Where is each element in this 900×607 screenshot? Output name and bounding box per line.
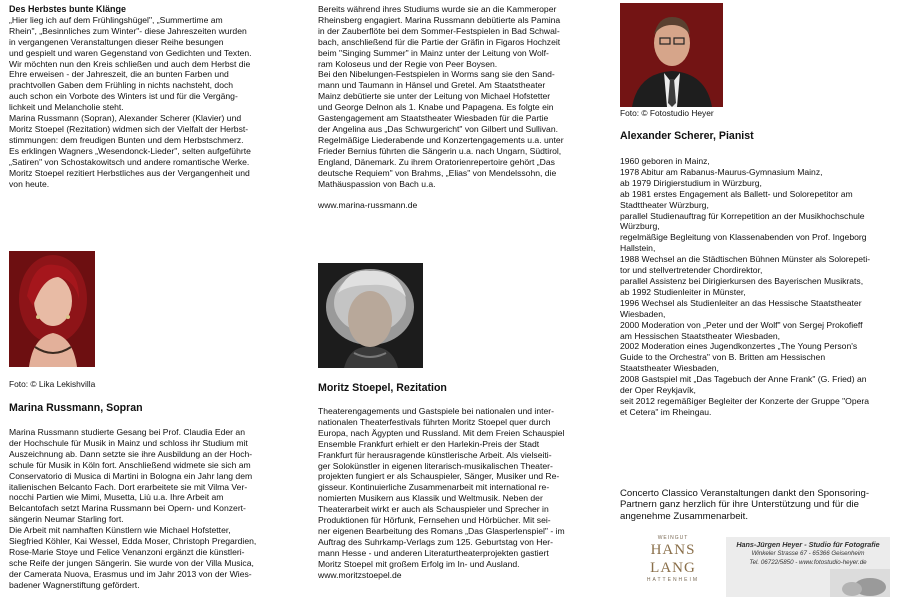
text-line: mann Hesse - und anderen Literaturtheaterprojekten gastiert [318, 547, 549, 558]
portrait-image [9, 251, 95, 367]
column-1 [9, 4, 284, 189]
text-line: 1988 Wechsel an die Städtischen Bühnen Münster als Solorepeti- [620, 254, 871, 265]
text-line: projekten fungiert er als Schauspieler, Sänger, Musiker und Re- [318, 471, 560, 482]
text-line: Europa, nach Ägypten und Russland. Mit dem Freien Schauspiel [318, 427, 565, 438]
photo-moritz-stoepel [318, 263, 423, 368]
text-line: sängerin Neumar Starling fort. [9, 514, 124, 525]
text-line: in der Zauberflöte bei dem Sommer-Festspielen in Bad Schwal- [318, 25, 560, 36]
text-line: Guide to the Orchestra" von B. Britten am Hessischen [620, 352, 826, 363]
text-line: Regelmäßige Liederabende und Konzertengagements u.a. unter [318, 134, 564, 145]
text-line: Rose-Marie Stoye und Felice Venanzoni ergänzt die künstleri- [9, 546, 245, 557]
text-line: Rhein", „Besinnliches zum Winter"- diese Jahreszeiten wurden [9, 25, 247, 36]
artist-name: Alexander Scherer, Pianist [620, 130, 754, 142]
text-line: tor und stellvertretender Chordirektor, [620, 265, 763, 276]
column-2 [318, 4, 598, 211]
logo-top-text: WEINGUT [657, 535, 689, 541]
text-line: in vergangenen Veranstaltungen dieser Reihe besungen [9, 36, 224, 47]
website-link-russmann[interactable]: www.marina-russmann.de [318, 200, 418, 211]
text-line: der Camerata Nuova, Erasmus und im Jahr 2013 von der Wies- [9, 568, 252, 579]
text-line: regelmäßige Begleitung von Klassenabenden von Prof. Ingeborg [620, 232, 867, 243]
text-line: Ehre erweisen - der Jahreszeit, die an bunten Farben und [9, 69, 229, 80]
text-line: 1978 Abitur am Rabanus-Maurus-Gymnasium Mainz, [620, 166, 823, 177]
logo-weingut-hans-lang [630, 535, 716, 583]
photo-marina-russmann [9, 251, 95, 367]
text-line: ab 1992 Studienleiter in Münster, [620, 286, 746, 297]
studio-contact: Tel. 06722/5850 - www.fotostudio-heyer.de [749, 559, 867, 566]
text-line: Mainz debütierte sie unter der Leitung von Michael Hofstetter [318, 91, 551, 102]
text-line: parallel Assistenz bei Dirigierkursen des Bayerischen Musikrats, [620, 275, 864, 286]
text-line: der Oper Reykjavík, [620, 385, 696, 396]
text-line: am Hessischen Staatstheater Wiesbaden, [620, 330, 781, 341]
text-line: Bei den Nibelungen-Festspielen in Worms sang sie den Sand- [318, 69, 555, 80]
text-line: stimmungen: dem freudigen Bunten und dem Herbstschmerz. [9, 134, 244, 145]
text-line: ram Koloseus und der Regie von Peer Boysen. [318, 58, 498, 69]
studio-photo-icon [830, 569, 890, 597]
photo-caption-scherer: Foto: © Fotostudio Heyer [620, 108, 714, 118]
text-line: Auftrag des Suhrkamp-Verlags zum 125. Geburtstag von Her- [318, 536, 554, 547]
text-line: Die Arbeit mit namhaften Künstlern wie Michael Hofstetter, [9, 525, 231, 536]
text-line: ger Solokünstler in eigenen literarisch-musikalischen Theater- [318, 460, 553, 471]
text-line: mann und Taumann in Hänsel und Gretel. Am Staatstheater [318, 80, 546, 91]
text-line: prachtvollen Gaben dem Frühling in nichts nachsteht, doch [9, 80, 234, 91]
website-link-stoepel[interactable]: www.moritzstoepel.de [318, 569, 402, 580]
text-line: parallel Studienauftrag für Korrepetition an der Musikhochschule [620, 210, 865, 221]
section-heading: Des Herbstes bunte Klänge [9, 4, 127, 14]
text-line: Belcantofach setzt Marina Russmann bei Opern- und Konzert- [9, 503, 246, 514]
text-line: auch schon ein Vorbote des Winters ist und für die Vergäng- [9, 91, 238, 102]
text-line: ab 1981 erstes Engagement als Ballett- und Solorepetitor am [620, 188, 853, 199]
text-line: 1996 Wechsel als Studienleiter an das Hessische Staatstheater [620, 297, 862, 308]
stoepel-section [318, 382, 598, 581]
text-line: Moritz Stoepel (Rezitation) widmen sich der Vielfalt der Herbst- [9, 123, 249, 134]
text-line: nomierten Musikern aus Klassik und Weltmusik. Neben der [318, 493, 543, 504]
text-line: gisseur. Kontinuierliche Zusammenarbeit mit international re- [318, 482, 550, 493]
text-line: Concerto Classico Veranstaltungen dankt den Sponsoring- [620, 488, 870, 499]
text-line: Staatstheater Wiesbaden, [620, 363, 719, 374]
text-line: schule für Musik in Köln fort. Anschließend widmete sie sich am [9, 459, 251, 470]
text-line: Conservatorio di Musica di Martini in Bologna ein Jahr lang dem [9, 470, 253, 481]
intro-text [9, 15, 284, 190]
russmann-section [9, 402, 284, 591]
text-line: Marina Russmann studierte Gesang bei Prof. Claudia Eder an [9, 427, 245, 437]
text-line: Wiesbaden, [620, 308, 666, 319]
text-line: 2008 Gastspiel mit „Das Tagebuch der Anne Frank" (G. Fried) an [620, 374, 867, 385]
text-line: und George Delnon als 1. Knabe und Papagena. Es folgte ein [318, 102, 554, 113]
text-line: Theaterarbeit wirkt er auch als Schauspieler und Sprecher in [318, 504, 549, 515]
text-line: ner eigenen Bearbeitung des Romans „Das Glasperlenspiel" - im [318, 525, 565, 536]
text-line: nationalen Theaterfestivals führten Moritz Stoepel quer durch [318, 416, 551, 427]
sponsor-text [620, 488, 895, 522]
text-line: und gespielt und waren Gegenstand von Gedichten und Texten. [9, 47, 252, 58]
text-line: Moritz Stoepel mit großem Erfolg im In- und Ausland. [318, 558, 520, 569]
portrait-image [318, 263, 423, 368]
text-line: Siegfried Köhler, Kai Wessel, Edda Moser, Christoph Pregardien, [9, 536, 257, 547]
text-line: Moritz Stoepel rezitiert Herbstliches aus der Vergangenheit und [9, 167, 250, 178]
text-line: Mathäuspassion von Bach u.a. [318, 178, 436, 189]
text-line: 1960 geboren in Mainz, [620, 156, 710, 166]
text-line: der Angelina aus „Das Schwurgericht" von Gilbert und Sullivan. [318, 123, 558, 134]
text-line: Es erklingen Wagners „Wesendonck-Lieder", selten aufgeführte [9, 145, 251, 156]
text-line: Auszeichnung ab. Dann setzte sie ihre Ausbildung an der Hoch- [9, 448, 253, 459]
text-line: Marina Russmann (Sopran), Alexander Scherer (Klavier) und [9, 113, 242, 124]
logo-studio-heyer [726, 537, 890, 597]
text-line: Ensemble Frankfurt erhielt er den Harlekin-Preis der Stadt [318, 438, 540, 449]
text-line: Wir möchten nun den Kreis schließen und auch dem Herbst die [9, 58, 251, 69]
text-line: 2000 Moderation von „Peter und der Wolf" von Sergej Prokofieff [620, 319, 863, 330]
logo-main-text: HANS LANG [650, 542, 696, 576]
text-line: Partnern ganz herzlich für ihre Unterstützung und für die [620, 499, 859, 511]
logo-bottom-text: HATTENHEIM [646, 577, 700, 583]
text-line: lichkeit und Melancholie steht. [9, 102, 124, 113]
text-line: von heute. [9, 178, 50, 189]
text-line: Hallstein, [620, 243, 656, 254]
text-line: ab 1979 Dirigierstudium in Würzburg, [620, 177, 762, 188]
text-line: sche Reife der jungen Sängerin. Sie wurde von der Villa Musica, [9, 557, 254, 568]
portrait-image [620, 3, 723, 107]
text-line: der Hochschule für Musik in Mainz und schloss ihr Studium mit [9, 437, 248, 448]
text-line: nocchi Partien wie Mimi, Musetta, Liù u.a. Ihre Arbeit am [9, 492, 224, 503]
text-line: angenehme Zusammenarbeit. [620, 510, 748, 522]
text-line: et Cetera" im Rheingau. [620, 406, 712, 417]
text-line: Stadttheater Würzburg, [620, 199, 709, 210]
artist-name: Moritz Stoepel, Rezitation [318, 382, 447, 394]
text-line: Rheinsberg engagiert. Marina Russmann debütierte als Pamina [318, 14, 561, 25]
text-line: England, Dänemark. Zu ihrem Oratorienrepertoire gehört „Das [318, 156, 555, 167]
text-line: „Hier lieg ich auf dem Frühlingshügel", „Summertime am [9, 14, 223, 25]
photo-alexander-scherer [620, 3, 723, 107]
studio-title: Hans-Jürgen Heyer - Studio für Fotografie [736, 540, 880, 549]
text-line: seit 2012 regemäßiger Begleiter der Konzerte der Gruppe "Opera [620, 395, 870, 406]
scherer-section [620, 130, 895, 418]
text-line: badener Wagnerstiftung gefördert. [9, 579, 140, 590]
text-line: Frieder Bernius führten die Sängerin u.a. nach Ungarn, Südtirol, [318, 145, 562, 156]
text-line: bach, anschließend für die Partie der Gräfin in Figaros Hochzeit [318, 36, 561, 47]
text-line: Bereits während ihres Studiums wurde sie an die Kammeroper [318, 4, 557, 14]
text-line: beim "Singing Summer" in Mainz unter der Leitung von Wolf- [318, 47, 549, 58]
photo-caption-russmann: Foto: © Lika Lekishvilla [9, 379, 96, 389]
text-line: Frankfurt für herausragende künstlerische Arbeit. Als vielseiti- [318, 449, 552, 460]
text-line: italienischen Belcanto Fach. Dort erarbeitete sie mit Vilma Ver- [9, 481, 248, 492]
text-line: Produktionen für Hörfunk, Fernsehen und Hörbücher. Mit sei- [318, 515, 551, 526]
artist-name: Marina Russmann, Sopran [9, 402, 143, 414]
text-line: deutsche Requiem" von Brahms, „Elias" von Mendelssohn, die [318, 167, 557, 178]
text-line: „Satiren" von Schostakowitsch und andere romantische Werke. [9, 156, 250, 167]
text-line: 2002 Moderation eines Jugendkonzertes „The Young Person's [620, 341, 858, 352]
studio-address: Winkeler Strasse 67 - 65366 Geisenheim [751, 550, 865, 557]
text-line: Würzburg, [620, 221, 660, 232]
text-line: Theaterengagements und Gastspiele bei nationalen und inter- [318, 406, 555, 416]
text-line: Gastengagement am Staatstheater Wiesbaden für die Partie [318, 113, 549, 124]
